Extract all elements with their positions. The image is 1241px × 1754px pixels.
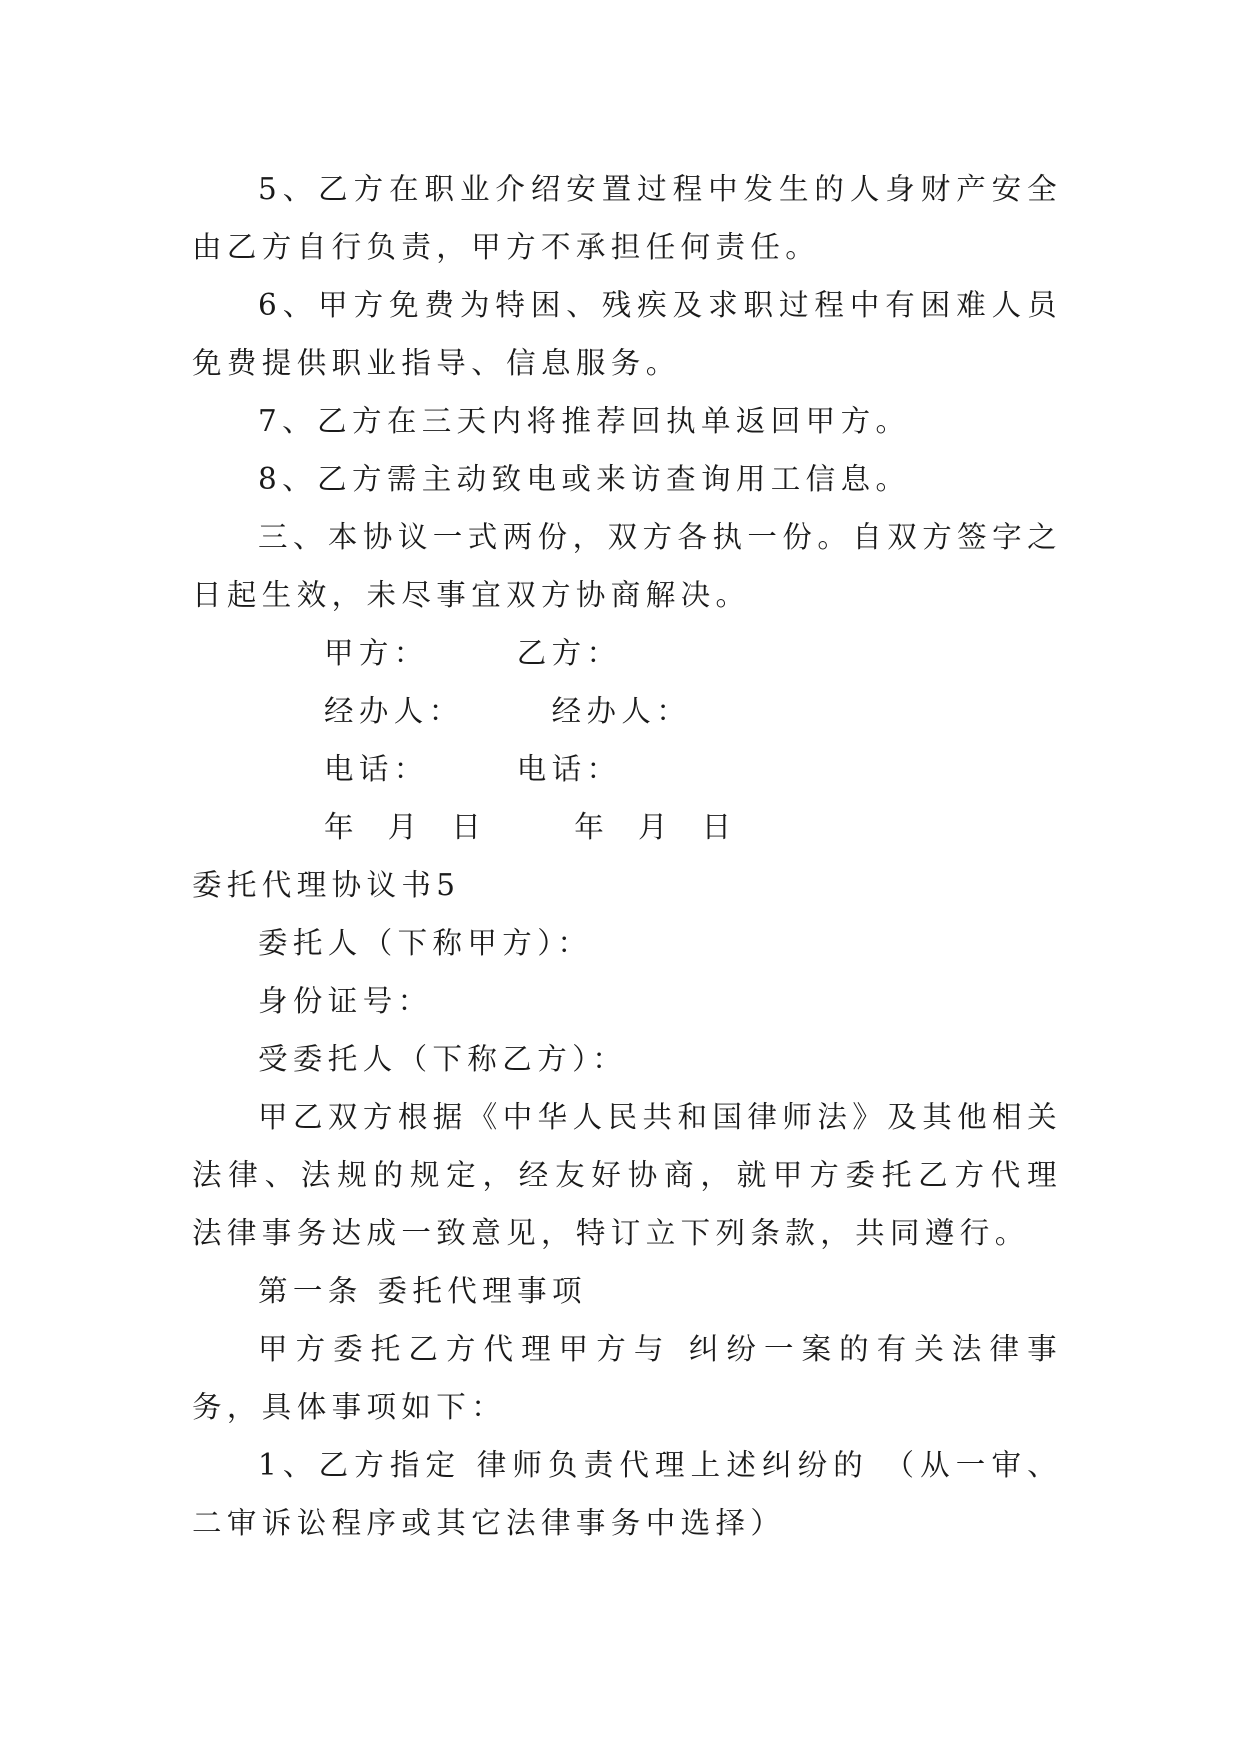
phone-b-label: 电话： (516, 752, 622, 786)
handler-b-label: 经办人： (551, 694, 692, 728)
preamble-paragraph: 甲乙双方根据《中华人民共和国律师法》及其他相关法律、法规的规定，经友好协商，就甲方委托乙方代理法律事务达成一致意见，特订立下列条款，共同遵行。 (192, 1100, 1062, 1250)
article-one-body: 甲方委托乙方代理甲方与 纠纷一案的有关法律事务，具体事项如下： (192, 1332, 1062, 1424)
clause-7: 7、乙方在三天内将推荐回执单返回甲方。 (258, 404, 911, 438)
clause-6: 6、甲方免费为特困、残疾及求职过程中有困难人员免费提供职业指导、信息服务。 (192, 288, 1062, 380)
party-a-label: 甲方： (324, 636, 429, 670)
handler-a-label: 经办人： (324, 694, 464, 728)
clause-8: 8、乙方需主动致电或来访查询用工信息。 (258, 462, 911, 496)
document-body (192, 160, 1062, 1552)
signature-parties (192, 624, 1062, 682)
party-b-label: 乙方： (516, 636, 622, 670)
article-one-item-1: 1、乙方指定 律师负责代理上述纠纷的 （从一审、二审诉讼程序或其它法律事务中选择） (192, 1448, 1062, 1540)
section-three: 三、本协议一式两份，双方各执一份。自双方签字之日起生效，未尽事宜双方协商解决。 (192, 520, 1062, 612)
principal-line: 委托人（下称甲方）： (258, 926, 593, 960)
phone-a-label: 电话： (324, 752, 429, 786)
signature-handlers (192, 682, 1062, 740)
clause-5: 5、乙方在职业介绍安置过程中发生的人身财产安全由乙方自行负责，甲方不承担任何责任。 (192, 172, 1062, 264)
signature-phones (192, 740, 1062, 798)
agent-line: 受委托人（下称乙方）： (258, 1042, 628, 1076)
date-b-label: 年 月 日 (574, 810, 737, 844)
section-title: 委托代理协议书5 (192, 868, 461, 902)
article-one-title: 第一条 委托代理事项 (258, 1274, 587, 1308)
id-number-line: 身份证号： (258, 984, 433, 1018)
signature-dates (192, 798, 1062, 856)
date-a-label: 年 月 日 (324, 810, 487, 844)
